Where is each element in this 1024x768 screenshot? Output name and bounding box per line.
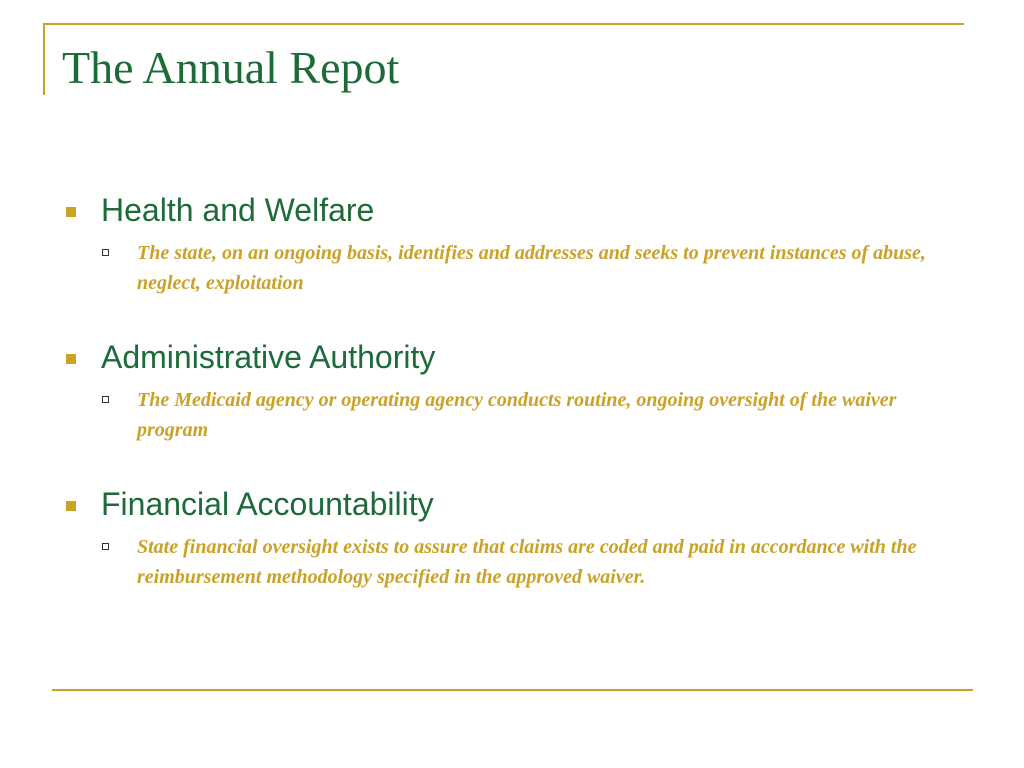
section-health-and-welfare: [62, 186, 962, 298]
bottom-border-line: [52, 689, 973, 691]
left-border-line: [43, 23, 45, 95]
section-heading: Administrative Authority: [101, 338, 436, 375]
section-administrative-authority: [62, 333, 962, 445]
square-bullet-icon: [66, 501, 76, 511]
sub-bullet-item: [137, 532, 952, 592]
sub-bullet-item: [137, 385, 952, 445]
section-heading-row: [62, 186, 962, 234]
section-heading-row: [62, 480, 962, 528]
sub-bullet-text: The state, on an ongoing basis, identifies and addresses and seeks to prevent instances of abuse, neglect, exploitation: [137, 242, 926, 294]
hollow-square-bullet-icon: [102, 543, 109, 550]
section-heading: Health and Welfare: [101, 191, 375, 228]
section-heading: Financial Accountability: [101, 485, 434, 522]
sub-bullet-item: [137, 238, 952, 298]
square-bullet-icon: [66, 207, 76, 217]
hollow-square-bullet-icon: [102, 396, 109, 403]
top-border-line: [43, 23, 964, 25]
sub-bullet-text: The Medicaid agency or operating agency conducts routine, ongoing oversight of the waiver program: [137, 389, 897, 441]
slide-content: [62, 186, 962, 627]
hollow-square-bullet-icon: [102, 249, 109, 256]
section-heading-row: [62, 333, 962, 381]
square-bullet-icon: [66, 354, 76, 364]
slide-title: The Annual Repot: [62, 42, 400, 93]
section-financial-accountability: [62, 480, 962, 592]
sub-bullet-text: State financial oversight exists to assure that claims are coded and paid in accordance with the reimbursement methodology specified in the approved waiver.: [137, 536, 917, 588]
